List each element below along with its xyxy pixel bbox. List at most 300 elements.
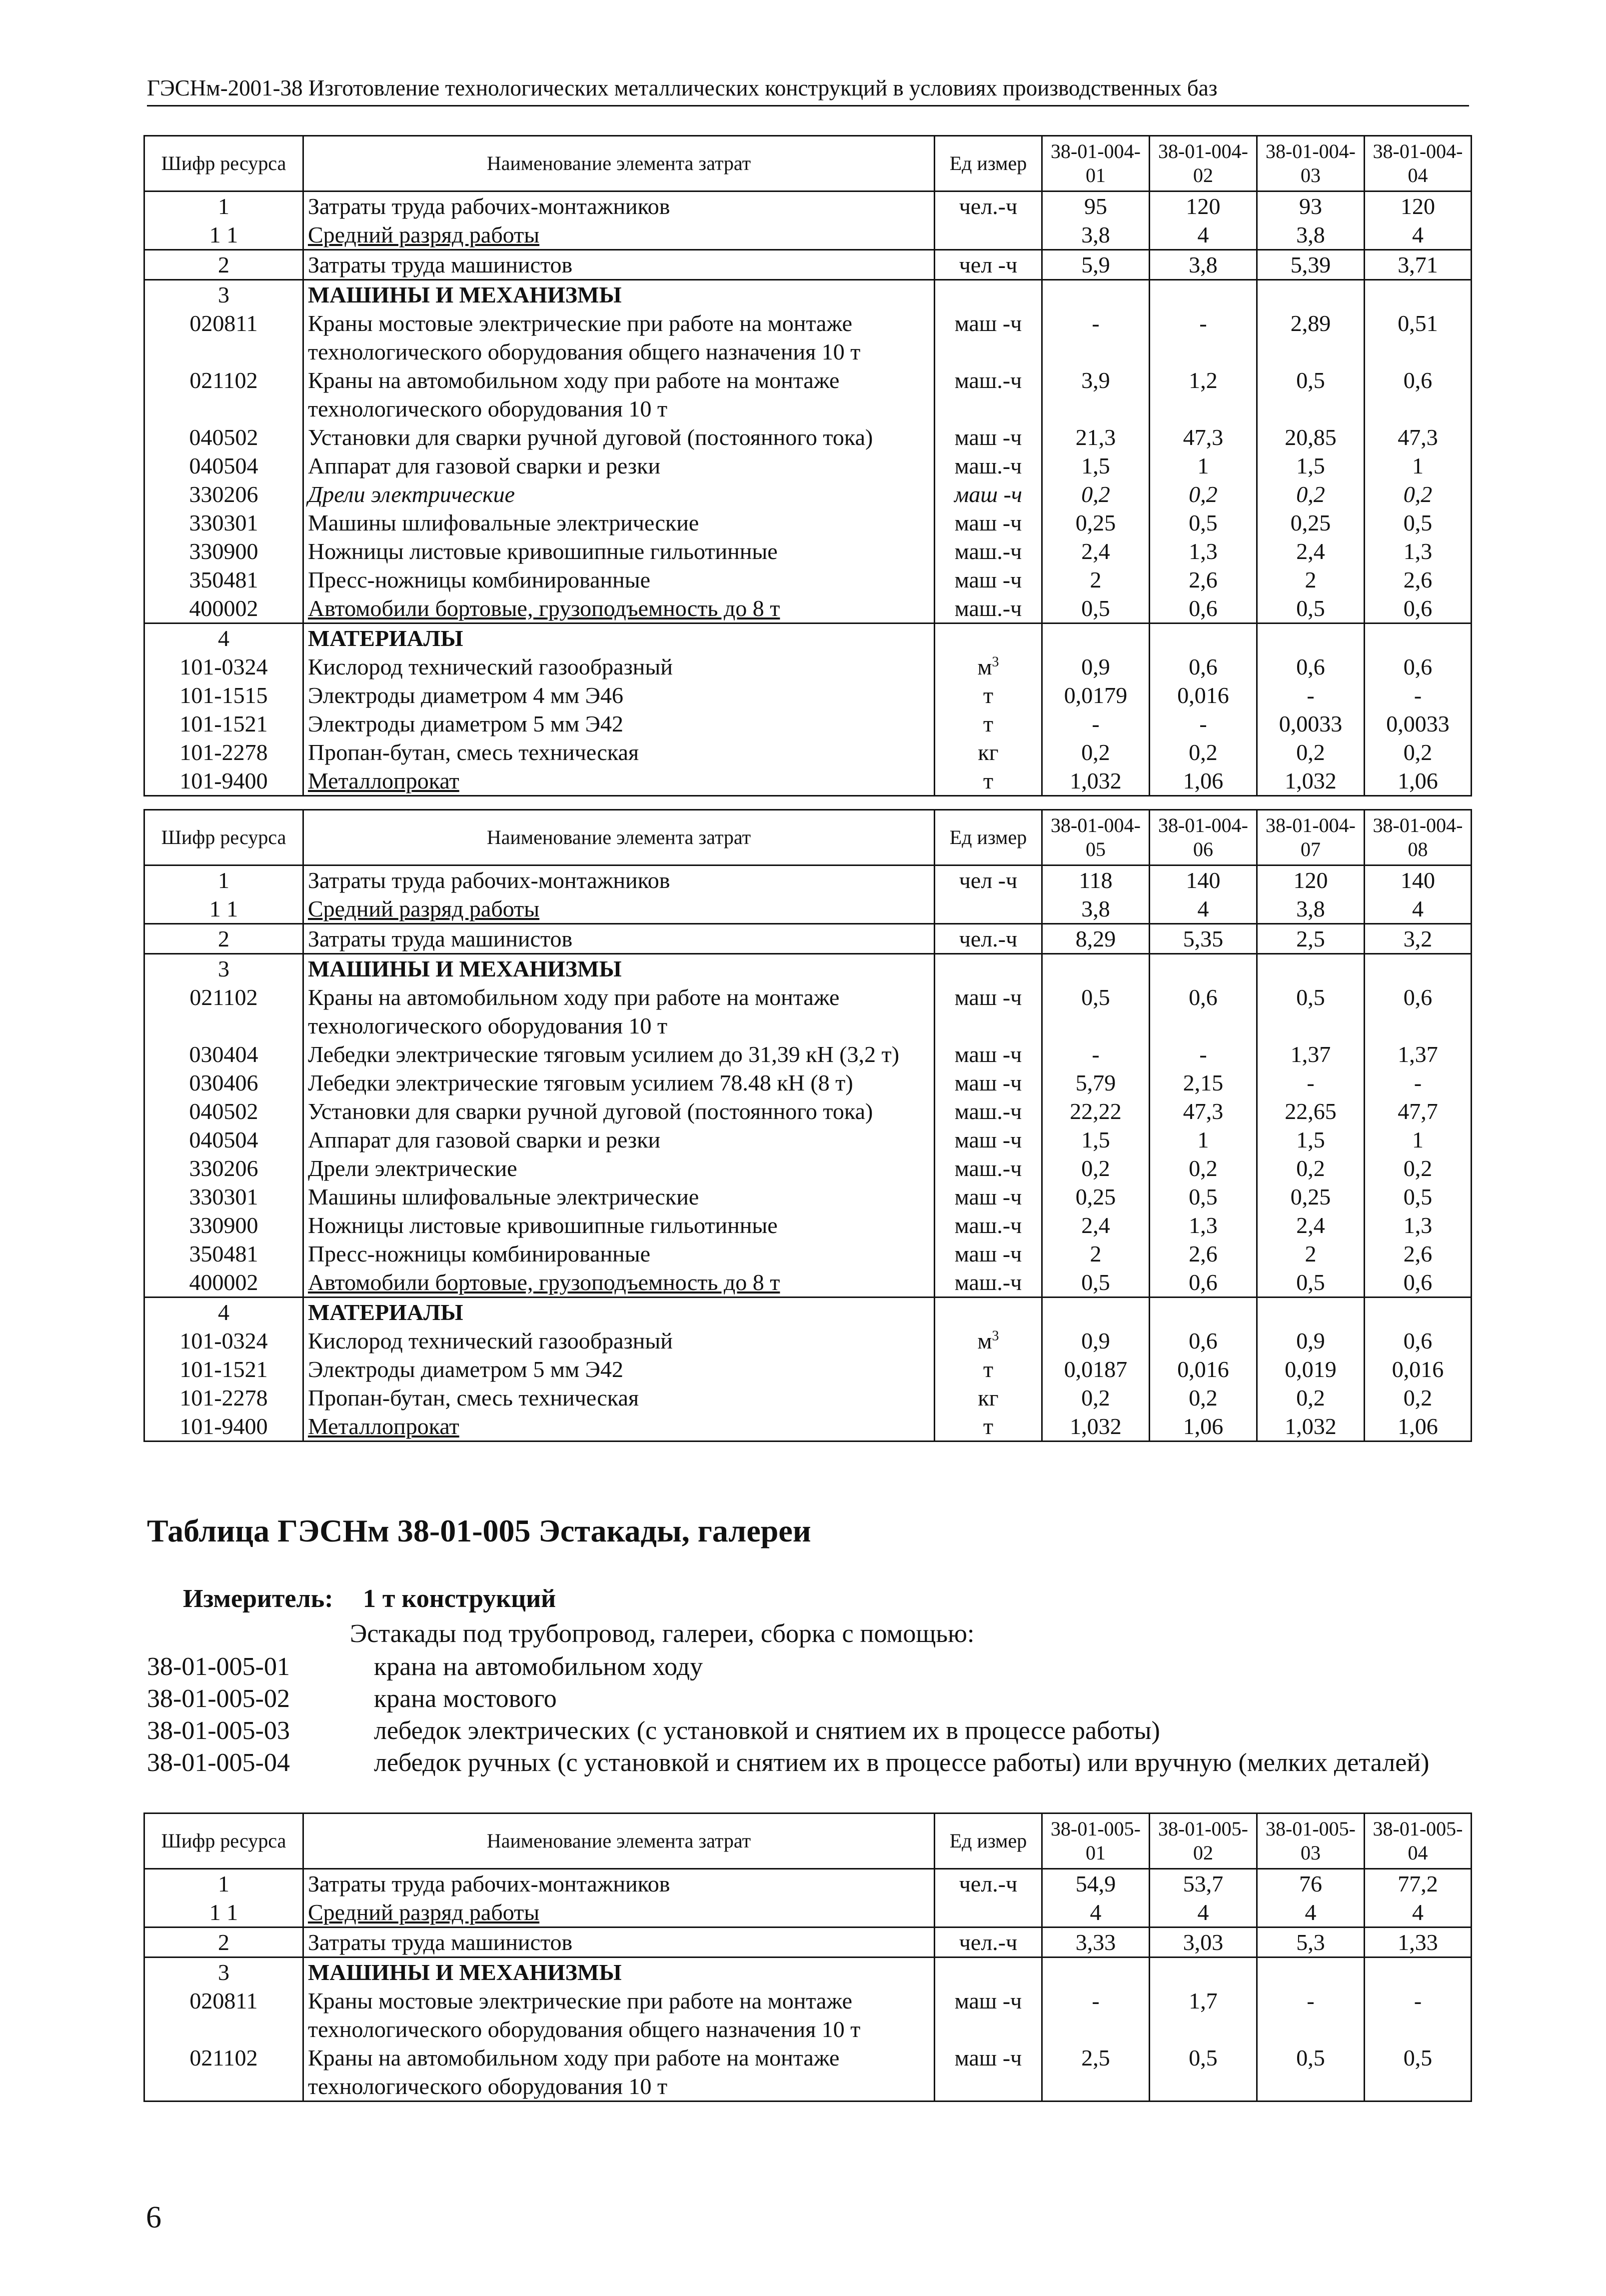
cell-value-2-text: 0,016 [1177,1356,1229,1382]
cell-value-2-text: 140 [1186,868,1221,893]
cell-code [144,1928,303,1958]
cell-value-1-text: 2,4 [1081,1212,1110,1238]
cell-value-3 [1257,1355,1365,1384]
col-header-unit: Ед измер [935,1814,1042,1869]
cell-value-1 [1042,220,1150,250]
cell-value-2 [1150,508,1257,537]
cell-name [303,480,935,508]
cell-value-1 [1042,1326,1150,1355]
cell-value-1 [1042,652,1150,681]
cell-value-2 [1150,250,1257,280]
cell-value-4-text: - [1414,1988,1422,2014]
cell-unit-text: т [983,682,994,708]
cell-value-4 [1365,192,1472,221]
table-row [144,1986,1472,2044]
cell-unit-text: маш.-ч [954,538,1022,564]
cell-value-3 [1257,894,1365,924]
cell-code-text: 101-1521 [179,711,268,736]
cell-unit [935,1182,1042,1211]
cell-value-4 [1365,738,1472,766]
cell-unit [935,954,1042,984]
cell-name-text: Лебедки электрические тяговым усилием до 31,39 кН (3,2 т) [308,1042,900,1067]
cell-code-text: 3 [218,956,229,982]
cell-name-text: Металлопрокат [308,1414,459,1439]
cell-name-text: Металлопрокат [308,768,459,794]
cell-code [144,738,303,766]
cell-value-4 [1365,894,1472,924]
cell-unit-text: т [983,768,994,794]
cell-unit [935,1326,1042,1355]
cell-code [144,983,303,1040]
variant-code: 38-01-005-02 [147,1684,290,1713]
cell-value-2 [1150,766,1257,796]
cell-value-3-text: 5,39 [1290,252,1331,278]
cell-unit-text: кг [978,1385,999,1410]
cell-code [144,710,303,738]
cell-value-4 [1365,983,1472,1040]
table-row [144,250,1472,280]
cell-value-3 [1257,452,1365,480]
cell-value-2-text: 0,6 [1189,984,1218,1010]
cell-code-text: 2 [218,252,229,278]
cell-value-2-text: 2,6 [1189,567,1218,592]
cell-unit-text: маш.-ч [954,368,1022,393]
norm-table-38-01-004-part1 [143,135,1472,796]
cell-value-3 [1257,924,1365,954]
cell-value-1-text: 0,2 [1081,482,1110,507]
variant-code: 38-01-005-03 [147,1716,290,1745]
cell-value-4-text: 0,6 [1403,1270,1433,1295]
cell-value-1-text: 0,9 [1081,1328,1110,1354]
cell-value-1 [1042,280,1150,310]
cell-name-text: МАШИНЫ И МЕХАНИЗМЫ [308,956,622,982]
cell-value-4-text: 1,06 [1398,768,1438,794]
cell-value-2-text: 1,06 [1183,1414,1224,1439]
cell-value-3-text: 0,6 [1296,654,1325,680]
cell-value-2-text: 1,3 [1189,1212,1218,1238]
cell-unit-text: маш.-ч [954,1098,1022,1124]
cell-value-3-text: 0,5 [1296,596,1325,621]
cell-unit [935,1986,1042,2044]
cell-code-text: 101-0324 [179,1328,268,1354]
cell-value-2 [1150,1412,1257,1442]
cell-value-4 [1365,1898,1472,1928]
cell-unit [935,1211,1042,1240]
cell-code [144,1126,303,1154]
cell-unit [935,1958,1042,1987]
cell-code [144,1268,303,1298]
cell-name [303,192,935,221]
cell-value-2-text: 3,8 [1189,252,1218,278]
cell-value-1-text: 4 [1090,1900,1102,1925]
cell-value-3-text: 2,4 [1296,1212,1325,1238]
cell-value-4-text: 2,6 [1403,1241,1433,1266]
cell-unit [935,866,1042,895]
cell-value-4-text: 4 [1412,896,1424,922]
cell-value-4 [1365,1211,1472,1240]
cell-name [303,1211,935,1240]
cell-value-4-text: - [1414,682,1422,708]
cell-code [144,624,303,653]
cell-value-1-text: 0,5 [1081,984,1110,1010]
cell-value-4 [1365,566,1472,594]
cell-value-3-text: - [1307,1070,1315,1096]
cell-code [144,220,303,250]
cell-value-4 [1365,309,1472,366]
cell-value-1 [1042,1355,1150,1384]
cell-value-4-text: 3,2 [1403,926,1433,952]
cell-value-2-text: 0,2 [1189,482,1218,507]
cell-code-text: 1 [218,868,229,893]
cell-value-4 [1365,480,1472,508]
cell-code-text: 330301 [189,1184,258,1210]
cell-name-text: Электроды диаметром 4 мм Э46 [308,682,623,708]
cell-value-1 [1042,1126,1150,1154]
cell-value-3 [1257,1986,1365,2044]
col-header-norm-2: 38-01-004-02 [1150,136,1257,192]
cell-value-2 [1150,192,1257,221]
cell-code [144,681,303,710]
cell-name-text: Автомобили бортовые, грузоподъемность до 8 т [308,596,780,621]
cell-value-4 [1365,220,1472,250]
cell-code-text: 1 1 [209,1900,238,1925]
cell-name [303,866,935,895]
cell-value-1 [1042,924,1150,954]
cell-value-1 [1042,866,1150,895]
table-row [144,1898,1472,1928]
cell-code-text: 021102 [189,2045,258,2070]
cell-name [303,1298,935,1327]
cell-value-1 [1042,250,1150,280]
cell-code [144,1298,303,1327]
cell-unit [935,1898,1042,1928]
cell-value-4 [1365,1182,1472,1211]
table-row [144,1126,1472,1154]
cell-value-1 [1042,624,1150,653]
cell-value-1 [1042,1869,1150,1898]
cell-name-text: Машины шлифовальные электрические [308,1184,699,1210]
variant-item [147,1747,1472,1779]
cell-value-4 [1365,2044,1472,2102]
cell-value-4-text: 0,6 [1403,654,1433,680]
cell-name-text: Аппарат для газовой сварки и резки [308,453,661,478]
cell-value-4 [1365,681,1472,710]
cell-name [303,681,935,710]
cell-code [144,280,303,310]
cell-value-2 [1150,1040,1257,1068]
cell-value-2-text: 1,7 [1189,1988,1218,2014]
cell-code [144,1869,303,1898]
cell-name-text: Электроды диаметром 5 мм Э42 [308,1356,623,1382]
table-row [144,594,1472,624]
cell-value-1-text: 2,5 [1081,2045,1110,2070]
cell-code-text: 2 [218,926,229,952]
cell-name [303,1182,935,1211]
cell-unit [935,624,1042,653]
cell-value-1 [1042,508,1150,537]
cell-value-2 [1150,1097,1257,1126]
cell-value-4 [1365,624,1472,653]
cell-value-4-text: 0,2 [1403,1156,1433,1181]
cell-value-1 [1042,1958,1150,1987]
cell-unit [935,652,1042,681]
cell-value-3-text: 2,89 [1290,310,1331,336]
cell-name-text: Лебедки электрические тяговым усилием 78.48 кН (8 т) [308,1070,853,1096]
cell-value-2 [1150,1355,1257,1384]
cell-value-4-text: 1,33 [1398,1930,1438,1955]
cell-value-3 [1257,766,1365,796]
cell-unit [935,309,1042,366]
cell-code-text: 040504 [189,1127,258,1152]
table-row [144,681,1472,710]
cell-name-text: Затраты труда рабочих-монтажников [308,868,670,893]
cell-code [144,1326,303,1355]
cell-value-3 [1257,480,1365,508]
cell-code [144,1068,303,1097]
cell-value-3 [1257,710,1365,738]
col-header-code: Шифр ресурса [144,136,303,192]
variants-list [147,1651,1472,1779]
table-title: Таблица ГЭСНм 38-01-005 Эстакады, галереи [147,1513,811,1548]
cell-value-2 [1150,894,1257,924]
cell-value-4 [1365,954,1472,984]
cell-value-1-text: - [1092,310,1100,336]
cell-value-1-text: 3,9 [1081,368,1110,393]
cell-value-2 [1150,924,1257,954]
col-header-name: Наименование элемента затрат [303,136,935,192]
cell-code-text: 3 [218,1960,229,1985]
cell-unit-text: т [983,711,994,736]
cell-value-2 [1150,983,1257,1040]
cell-name [303,954,935,984]
cell-value-2-text: 0,2 [1189,740,1218,765]
cell-value-2-text: 3,03 [1183,1930,1224,1955]
cell-value-3-text: 4 [1305,1900,1317,1925]
cell-value-1 [1042,766,1150,796]
table-header-row [144,136,1472,192]
table-row [144,710,1472,738]
cell-value-4-text: 2,6 [1403,567,1433,592]
cell-value-1 [1042,1182,1150,1211]
cell-value-2 [1150,624,1257,653]
col-header-norm-4: 38-01-005-04 [1365,1814,1472,1869]
cell-value-4 [1365,924,1472,954]
cell-value-3-text: 0,5 [1296,2045,1325,2070]
cell-name-text: Краны на автомобильном ходу при работе на монтаже технологического оборудования 10 т [308,984,840,1038]
cell-name-text: Краны на автомобильном ходу при работе на монтаже технологического оборудования 10 т [308,2045,840,2099]
cell-value-4 [1365,537,1472,566]
cell-value-3 [1257,1412,1365,1442]
cell-code-text: 1 [218,194,229,219]
cell-name [303,1040,935,1068]
cell-value-2 [1150,1958,1257,1987]
cell-name-text: Краны на автомобильном ходу при работе на монтаже технологического оборудования 10 т [308,368,840,422]
cell-value-3-text: 2 [1305,567,1317,592]
cell-unit [935,280,1042,310]
cell-value-2-text: 0,2 [1189,1385,1218,1410]
cell-value-3 [1257,537,1365,566]
cell-code-text: 330301 [189,510,258,536]
cell-value-1 [1042,423,1150,452]
cell-unit-text: чел.-ч [959,1930,1018,1955]
cell-unit-text: маш -ч [954,1042,1022,1067]
cell-value-3 [1257,983,1365,1040]
col-header-name: Наименование элемента затрат [303,1814,935,1869]
cell-code-text: 1 1 [209,896,238,922]
cell-value-4 [1365,1240,1472,1268]
cell-unit [935,894,1042,924]
cell-value-4 [1365,766,1472,796]
cell-code [144,1040,303,1068]
cell-code [144,1355,303,1384]
table-row [144,1869,1472,1898]
cell-value-4 [1365,1412,1472,1442]
cell-value-3-text: 0,2 [1296,1156,1325,1181]
table-row [144,1040,1472,1068]
table-row [144,1182,1472,1211]
cell-value-1 [1042,1068,1150,1097]
meter-line [183,1584,556,1614]
cell-name-text: Дрели электрические [308,482,515,507]
cell-value-3 [1257,1869,1365,1898]
cell-value-3-text: 2 [1305,1241,1317,1266]
cell-value-1 [1042,2044,1150,2102]
cell-value-1 [1042,1268,1150,1298]
cell-value-1-text: 1,5 [1081,1127,1110,1152]
cell-unit [935,1928,1042,1958]
cell-unit [935,594,1042,624]
cell-code-text: 020811 [189,1988,258,2014]
cell-value-2-text: 53,7 [1183,1871,1224,1896]
cell-value-2-text: - [1199,1042,1207,1067]
cell-unit [935,220,1042,250]
cell-name [303,1384,935,1412]
cell-value-1-text: 2 [1090,1241,1102,1266]
cell-name-text: Установки для сварки ручной дуговой (постоянного тока) [308,424,873,450]
cell-code [144,1211,303,1240]
cell-name [303,2044,935,2102]
cell-value-1 [1042,983,1150,1040]
cell-value-4-text: 0,016 [1392,1356,1444,1382]
cell-value-3 [1257,366,1365,423]
cell-unit [935,1869,1042,1898]
table-row [144,537,1472,566]
cell-value-1 [1042,1240,1150,1268]
cell-value-2-text: 0,6 [1189,1328,1218,1354]
cell-code [144,1958,303,1987]
cell-value-4-text: - [1414,1070,1422,1096]
cell-value-1 [1042,566,1150,594]
cell-name-text: Затраты труда машинистов [308,926,573,952]
cell-value-2 [1150,452,1257,480]
cell-unit [935,566,1042,594]
cell-value-2 [1150,1240,1257,1268]
cell-value-1-text: 0,9 [1081,654,1110,680]
cell-value-1-text: - [1092,711,1100,736]
cell-code-text: 350481 [189,1241,258,1266]
cell-name [303,983,935,1040]
cell-unit-text: маш -ч [954,510,1022,536]
cell-value-2-text: - [1199,711,1207,736]
cell-code [144,1898,303,1928]
cell-value-4-text: 140 [1401,868,1435,893]
cell-value-2-text: 0,6 [1189,654,1218,680]
cell-code [144,508,303,537]
norm-table-38-01-004-part2 [143,809,1472,1442]
cell-value-2-text: 4 [1197,896,1209,922]
cell-name [303,1126,935,1154]
cell-name-text: Ножницы листовые кривошипные гильотинные [308,1212,778,1238]
cell-value-2-text: 2,15 [1183,1070,1224,1096]
col-header-unit: Ед измер [935,136,1042,192]
cell-code-text: 101-0324 [179,654,268,680]
col-header-norm-1: 38-01-004-05 [1042,810,1150,866]
cell-value-4-text: 0,6 [1403,596,1433,621]
cell-code-text: 330900 [189,1212,258,1238]
cell-unit [935,1126,1042,1154]
table-row [144,280,1472,310]
table-header-row [144,810,1472,866]
col-header-norm-1: 38-01-005-01 [1042,1814,1150,1869]
cell-value-4-text: 4 [1412,1900,1424,1925]
variant-desc: лебедок электрических (с установкой и снятием их в процессе работы) [374,1716,1160,1745]
cell-value-4 [1365,1326,1472,1355]
cell-name [303,1154,935,1182]
cell-name [303,1097,935,1126]
table-row [144,508,1472,537]
table-row [144,1958,1472,1987]
cell-value-4 [1365,1268,1472,1298]
cell-value-1 [1042,954,1150,984]
cell-value-1-text: 118 [1079,868,1113,893]
cell-value-3-text: 1,5 [1296,453,1325,478]
cell-code-text: 020811 [189,310,258,336]
cell-name-text: Установки для сварки ручной дуговой (постоянного тока) [308,1098,873,1124]
col-header-norm-1: 38-01-004-01 [1042,136,1150,192]
cell-value-4-text: 4 [1412,222,1424,248]
cell-value-3-text: 0,25 [1290,1184,1331,1210]
table-row [144,1211,1472,1240]
cell-value-2 [1150,309,1257,366]
cell-value-4 [1365,1928,1472,1958]
cell-value-4 [1365,1126,1472,1154]
table-row [144,652,1472,681]
cell-code-text: 101-2278 [179,1385,268,1410]
cell-unit-text: м [977,654,992,680]
cell-value-4 [1365,508,1472,537]
cell-value-1-text: 8,29 [1075,926,1116,952]
table-row [144,894,1472,924]
cell-value-2 [1150,738,1257,766]
table-row [144,1384,1472,1412]
cell-name [303,766,935,796]
cell-value-1-text: 1,032 [1070,1414,1122,1439]
cell-code [144,894,303,924]
cell-name [303,738,935,766]
cell-name-text: Аппарат для газовой сварки и резки [308,1127,661,1152]
table-row [144,366,1472,423]
cell-value-1-text: 54,9 [1075,1871,1116,1896]
cell-value-1 [1042,1040,1150,1068]
cell-unit [935,738,1042,766]
cell-value-3 [1257,1326,1365,1355]
cell-code-text: 021102 [189,368,258,393]
cell-value-1-text: 0,5 [1081,596,1110,621]
cell-unit-text: маш -ч [954,310,1022,336]
cell-value-4 [1365,1355,1472,1384]
cell-value-3-text: 5,3 [1296,1930,1325,1955]
variant-item [147,1715,1472,1747]
